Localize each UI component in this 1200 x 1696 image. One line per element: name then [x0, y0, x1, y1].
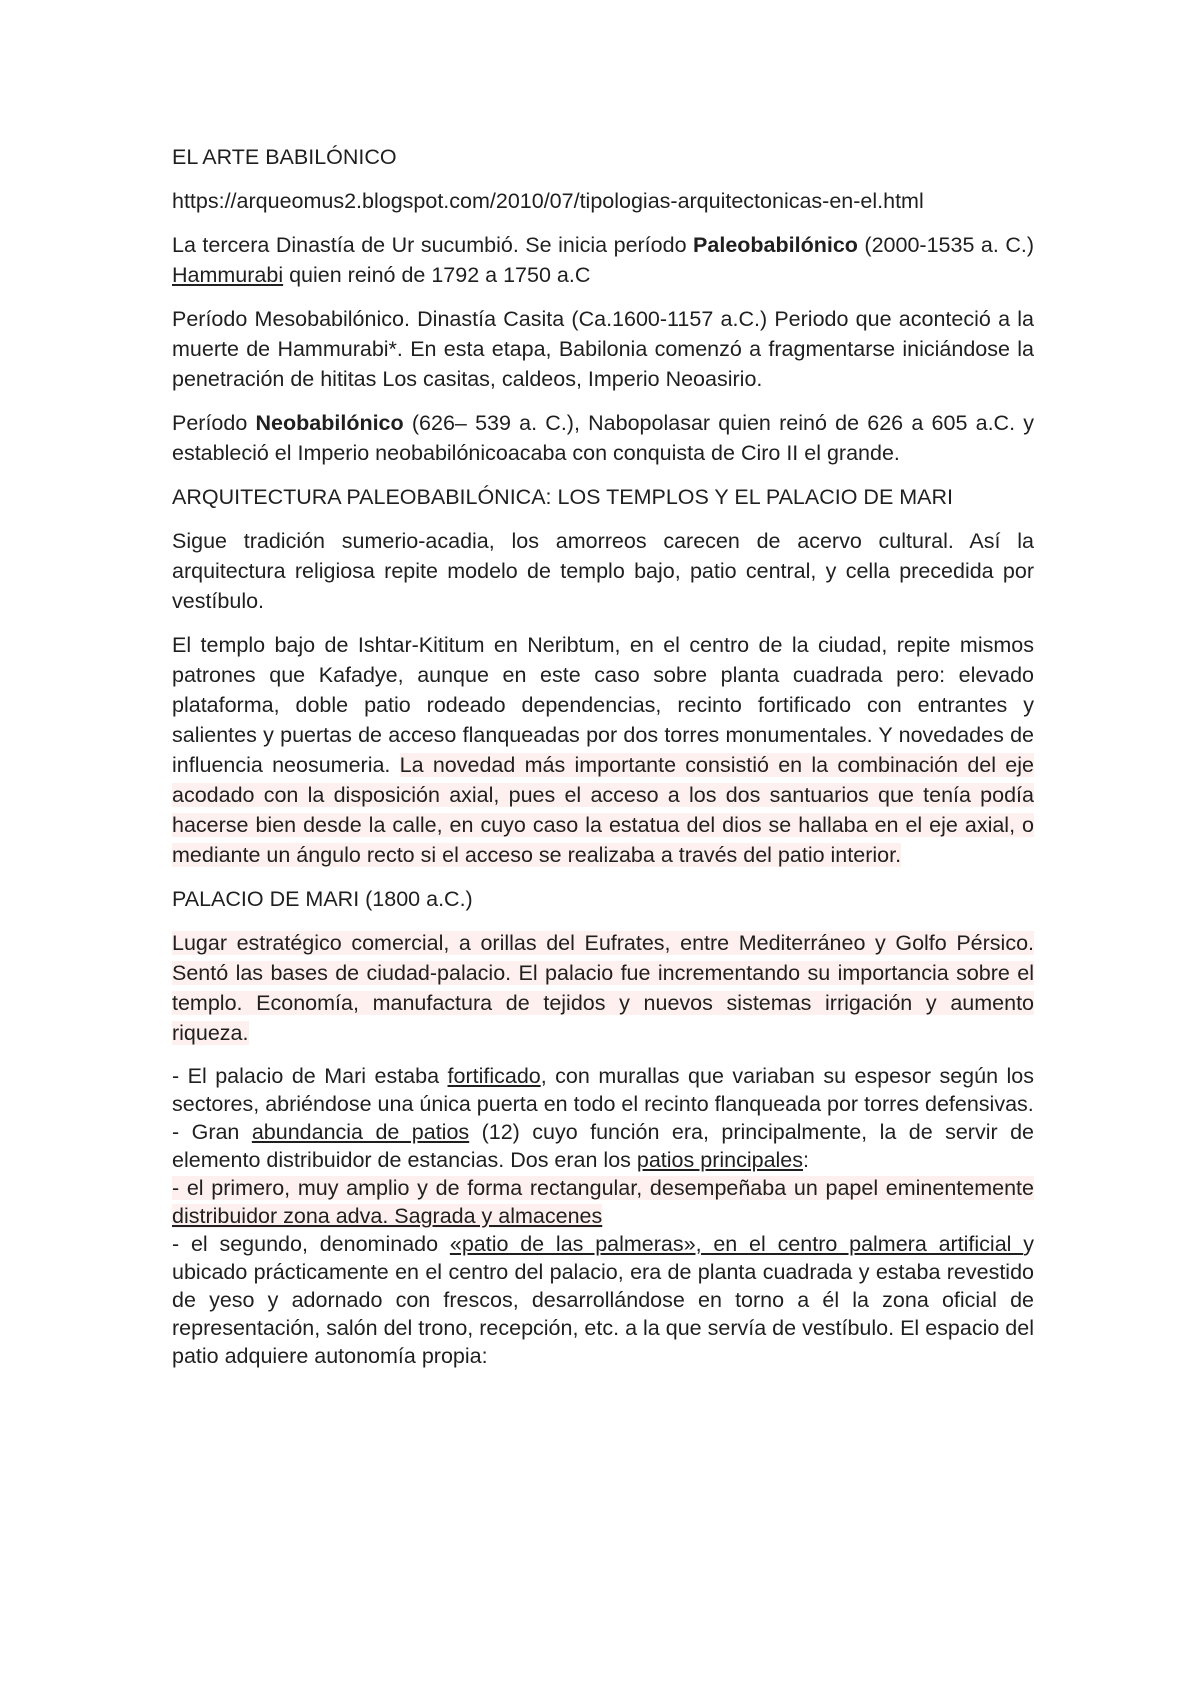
term-paleobabilonico: Paleobabilónico — [693, 233, 858, 257]
underlined-patios-principales: patios principales — [636, 1148, 804, 1172]
underlined-patio-palmeras: «patio de las palmeras», en el centro palmera artificial — [449, 1232, 1024, 1256]
highlighted-text: Lugar estratégico comercial, a orillas del Eufrates, entre Mediterráneo y Golfo Pérsico. Sentó las bases de ciudad-palacio. El palacio fue incrementando su importancia sobre el templo. Economía, manufactura de tejidos y nuevos sistemas irrigación y aumento riqueza. — [172, 931, 1034, 1045]
paragraph-paleobabilonico: La tercera Dinastía de Ur sucumbió. Se inicia período Paleobabilónico (2000-1535 a. C.) Hammurabi quien reinó de 1792 a 1750 a.C — [172, 233, 1034, 287]
underlined-distribuidor: distribuidor zona adva. Sagrada y almacenes — [172, 1204, 603, 1228]
paragraph-tradicion: Sigue tradición sumerio-acadia, los amorreos carecen de acervo cultural. Así la arquitectura religiosa repite modelo de templo bajo, patio central, y cella precedida por vestíbulo. — [172, 529, 1034, 613]
paragraph-neobabilonico: Período Neobabilónico (626– 539 a. C.), Nabopolasar quien reinó de 626 a 605 a.C. y estableció el Imperio neobabilónicoacaba con conquista de Ciro II el grande. — [172, 411, 1035, 465]
paragraph-templo-ishtar: El templo bajo de Ishtar-Kititum en Neribtum, en el centro de la ciudad, repite mismos patrones que Kafadye, aunque en este caso sobre planta cuadrada pero: elevado plataforma, doble patio rodeado dependencias, recinto fortificado con entrantes y salientes y puertas de acceso flanqueadas por dos torres monumentales. Y novedades de influencia neosumeria. La novedad más importante consistió en la combinación del eje acodado con la disposición axial, pues el acceso a los dos santuarios que tenía podía hacerse bien desde la calle, en cuyo caso la estatua del dios se hallaba en el eje axial, o mediante un ángulo recto si el acceso se realizaba a través del patio interior. — [172, 633, 1034, 867]
bullet-primer-patio — [172, 1174, 1034, 1230]
highlighted-text: - el primero, muy amplio y de forma rectangular, desempeñaba un papel eminentemente distribuidor zona adva. Sagrada y almacenes — [172, 1176, 1034, 1228]
doc-title: EL ARTE BABILÓNICO — [172, 145, 397, 169]
section-heading-arquitectura: ARQUITECTURA PALEOBABILÓNICA: LOS TEMPLOS Y EL PALACIO DE MARI — [172, 485, 954, 509]
underlined-abundancia: abundancia de patios — [251, 1120, 470, 1144]
bullet-fortificado: - El palacio de Mari estaba fortificado, con murallas que variaban su espesor según los sectores, abriéndose una única puerta en todo el recinto flanqueada por torres defensivas. — [172, 1064, 1034, 1116]
highlighted-text: La novedad más importante consistió en la combinación del eje acodado con la disposición axial, pues el acceso a los dos santuarios que tenía podía hacerse bien desde la calle, en cuyo caso la estatua del dios se hallaba en el eje axial, o mediante un ángulo recto si el acceso se realizaba a través del patio interior. — [172, 753, 1034, 867]
link-hammurabi: Hammurabi — [172, 263, 284, 287]
paragraph-lugar-estrategico — [172, 928, 1034, 1048]
bullet-patios: - Gran abundancia de patios (12) cuyo función era, principalmente, la de servir de elemento distribuidor de estancias. Dos eran los patios principales: — [172, 1120, 1035, 1172]
paragraph-mesobabilonico: Período Mesobabilónico. Dinastía Casita (Ca.1600-1157 a.C.) Periodo que aconteció a la muerte de Hammurabi*. En esta etapa, Babilonia comenzó a fragmentarse iniciándose la penetración de hititas Los casitas, caldeos, Imperio Neoasirio. — [172, 307, 1034, 391]
source-url: https://arqueomus2.blogspot.com/2010/07/tipologias-arquitectonicas-en-el.html — [172, 189, 924, 213]
document-page — [172, 142, 1034, 1370]
bullet-segundo-patio: - el segundo, denominado «patio de las palmeras», en el centro palmera artificial y ubicado prácticamente en el centro del palacio, era de planta cuadrada y estaba revestido de yeso y adornado con frescos, desarrollándose en torno a él la zona oficial de representación, salón del trono, recepción, etc. a la que servía de vestíbulo. El espacio del patio adquiere autonomía propia: — [172, 1232, 1034, 1368]
underlined-fortificado: fortificado — [447, 1064, 541, 1088]
section-heading-palacio-mari: PALACIO DE MARI (1800 a.C.) — [172, 887, 473, 911]
term-neobabilonico: Neobabilónico — [255, 411, 404, 435]
